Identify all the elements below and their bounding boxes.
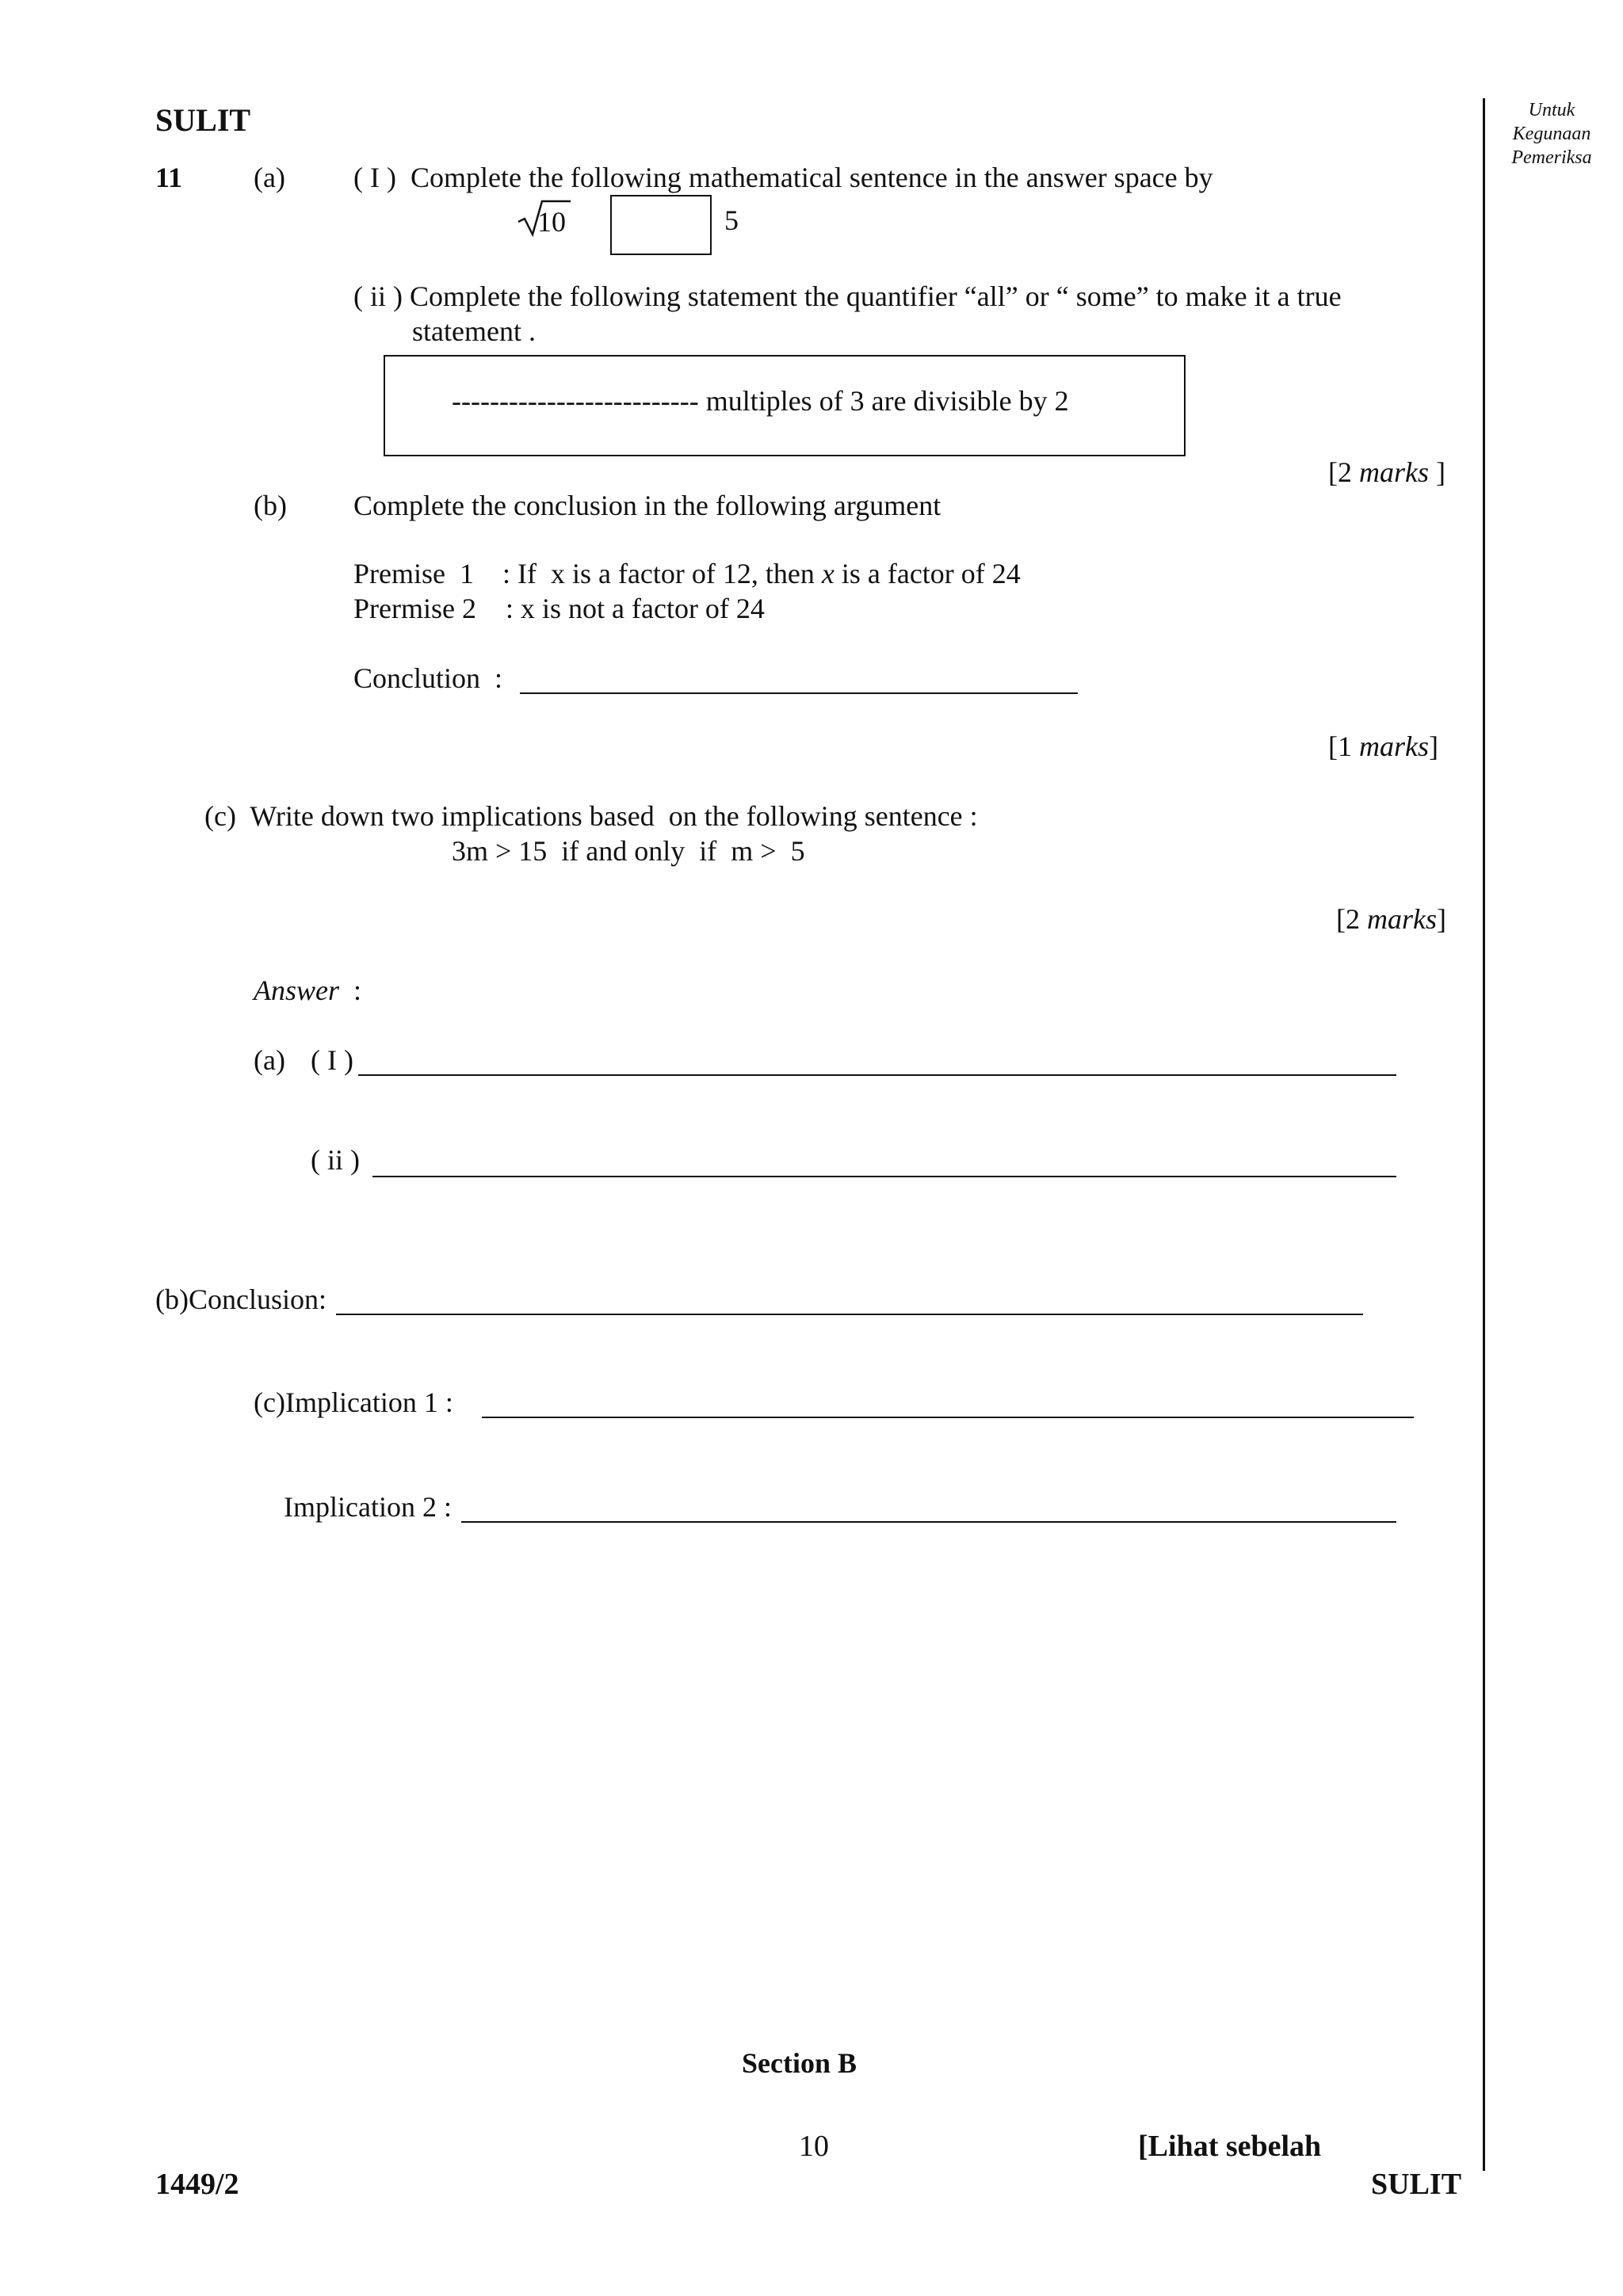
part-c-marks-suffix: ] — [1437, 903, 1446, 935]
lihat-sebelah: [Lihat sebelah — [1138, 2130, 1322, 2163]
sulit-header: SULIT — [155, 102, 251, 138]
page-number: 10 — [799, 2130, 829, 2163]
conclusion-blank-line — [520, 692, 1078, 694]
part-a-marks-word: marks — [1359, 456, 1429, 488]
answer-b-conclusion-line[interactable] — [336, 1314, 1363, 1315]
question-number: 11 — [155, 162, 183, 193]
side-note-line-3: Pemeriksa — [1511, 147, 1592, 168]
comparison-rhs: 5 — [724, 204, 739, 236]
answer-c-implication-1-line[interactable] — [482, 1417, 1414, 1418]
answer-heading-word: Answer — [254, 974, 339, 1006]
premise-2-label: Prermise 2 — [353, 593, 476, 624]
part-a-i-instruction: ( I ) Complete the following mathematical sentence in the answer space by — [353, 162, 1213, 193]
answer-c-implication-1-label: (c)Implication 1 : — [254, 1386, 453, 1418]
premise-1-variable: x — [821, 558, 834, 589]
answer-a-label: (a) — [254, 1044, 285, 1076]
part-c-sentence: 3m > 15 if and only if m > 5 — [452, 835, 805, 867]
part-b-instruction: Complete the conclusion in the following argument — [353, 490, 941, 521]
part-a-marks-prefix: [2 — [1328, 456, 1359, 488]
answer-a-i-label: ( I ) — [311, 1044, 353, 1076]
sulit-footer: SULIT — [1371, 2168, 1462, 2201]
part-c-marks-prefix: [2 — [1336, 903, 1367, 935]
side-note-line-1: Untuk — [1528, 100, 1575, 120]
examiner-side-note — [1492, 98, 1611, 170]
answer-a-ii-line[interactable] — [372, 1176, 1396, 1177]
part-c-instruction: (c) Write down two implications based on the following sentence : — [204, 800, 978, 832]
part-b-marks-word: marks — [1359, 730, 1429, 762]
answer-c-implication-2-line[interactable] — [461, 1521, 1396, 1523]
part-c-marks — [1336, 905, 1446, 933]
part-b-marks-prefix: [1 — [1328, 730, 1359, 762]
paper-code: 1449/2 — [155, 2168, 239, 2201]
premise-1-text-b: is a factor of 24 — [834, 558, 1021, 589]
quantifier-statement-text: -------------------------- multiples of 3 are divisible by 2 — [452, 385, 1069, 417]
part-a-ii-instruction-line-2: statement . — [412, 315, 536, 347]
answer-a-i-line[interactable] — [358, 1074, 1396, 1076]
answer-c-implication-2-label: Implication 2 : — [284, 1491, 452, 1523]
part-c-marks-word: marks — [1367, 903, 1437, 935]
answer-heading — [254, 976, 361, 1005]
answer-b-conclusion-label: (b)Conclusion: — [155, 1283, 327, 1315]
premise-1-label: Premise 1 — [353, 558, 474, 589]
premise-1-text — [502, 559, 1021, 588]
answer-a-ii-label: ( ii ) — [311, 1144, 360, 1176]
part-a-marks — [1328, 458, 1445, 486]
part-a-marks-suffix: ] — [1429, 456, 1445, 488]
answer-heading-colon: : — [339, 974, 362, 1006]
conclusion-label: Conclution : — [353, 662, 502, 694]
comparison-symbol-box — [610, 195, 712, 255]
part-a-label: (a) — [254, 162, 285, 193]
part-b-marks — [1328, 732, 1438, 761]
premise-1-text-a: : If x is a factor of 12, then — [502, 558, 822, 589]
sqrt-radicand: 10 — [537, 206, 566, 238]
side-note-line-2: Kegunaan — [1512, 124, 1591, 144]
part-a-ii-instruction-line-1: ( ii ) Complete the following statement the quantifier “all” or “ some” to make it a true — [353, 280, 1342, 312]
part-b-label: (b) — [254, 490, 287, 521]
examiner-margin-line — [1483, 98, 1485, 2171]
section-heading: Section B — [742, 2047, 857, 2079]
part-b-marks-suffix: ] — [1429, 730, 1438, 762]
premise-2-text: : x is not a factor of 24 — [506, 593, 765, 624]
